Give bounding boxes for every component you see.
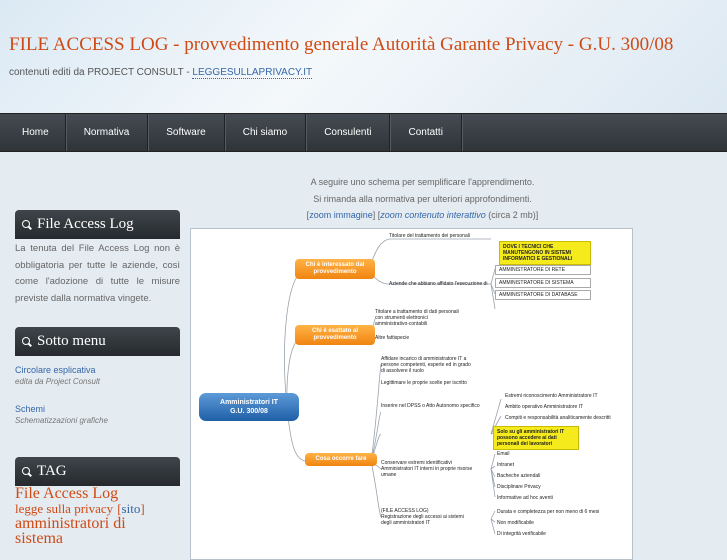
b2-titolare: Titolare a trattamento di dati personali con strumenti elettronici amministrativo-contabili — [375, 309, 459, 327]
b3-durata: Durata e completezza per non meno di 6 mesi — [497, 509, 600, 515]
site-header — [0, 0, 727, 113]
tag-file-access-log[interactable]: File Access Log — [15, 485, 119, 502]
mindmap-central-node[interactable] — [199, 393, 299, 421]
b1-aziende: Aziende che abbiano affidato l'esecuzione di — [389, 281, 488, 287]
b3-estremi: Estremi riconoscimento Amministratore IT — [505, 393, 598, 399]
b2-altre: Altre fattispecie — [375, 335, 410, 341]
zoom-size-note: (circa 2 mb)] — [485, 210, 539, 220]
branch-esattato[interactable]: Chi è esattato al provvedimento — [295, 325, 375, 345]
submenu-link-schemi[interactable]: Schemi — [15, 404, 46, 414]
zoom-interactive-link[interactable]: zoom contenuto interattivo — [380, 210, 486, 220]
nav-home[interactable]: Home — [0, 114, 66, 151]
nav-consulenti[interactable]: Consulenti — [306, 114, 390, 151]
b3-conservare: Conservare estremi identificativi Amministratori IT interni in proprie risorse umane — [381, 460, 473, 478]
tagline-link[interactable]: LEGGESULLAPRIVACY.IT — [192, 67, 313, 78]
tagline — [9, 67, 312, 78]
tag-sito-link[interactable]: sito — [121, 501, 141, 516]
tag-cloud — [15, 486, 185, 546]
submenu-widget-title — [15, 327, 180, 356]
tag-bracket-close: ] — [140, 501, 145, 516]
about-widget-title — [15, 210, 180, 239]
tag-bracket-open: [ — [117, 501, 122, 516]
connector-b1-right — [491, 269, 495, 309]
nav-chi-siamo[interactable]: Chi siamo — [225, 114, 306, 151]
branch-interessato[interactable]: Chi è interessato dal provvedimento — [295, 259, 375, 279]
b1-admin-sistema: AMMINISTRATORE DI SISTEMA — [495, 278, 591, 288]
tagline-prefix: contenuti editi da PROJECT CONSULT - — [9, 67, 193, 78]
submenu-desc-schemi: Schematizzazioni grafiche — [15, 416, 108, 425]
connector-b3d — [491, 454, 495, 497]
b3-non-modificabile: Non modificabile — [497, 520, 534, 526]
about-title-text: File Access Log — [37, 216, 134, 232]
magnifier-icon — [22, 337, 30, 345]
b3-informative: Informative ad hoc aventi — [497, 495, 553, 501]
magnifier-icon — [22, 467, 30, 475]
content-intro — [200, 174, 645, 224]
b3-inserire: Inserire nel DPSS o Atto Autonomo specifico — [381, 403, 480, 409]
zoom-bracket-open: [ — [306, 210, 310, 220]
tag-widget-title — [15, 457, 180, 486]
b3-email: Email — [497, 451, 510, 457]
zoom-image-link[interactable]: zoom immagine — [309, 210, 373, 220]
connector-b3e — [491, 511, 495, 534]
b3-yellow-note: Solo su gli amministratori IT possono accedere ai dati personali dei lavoratori — [493, 426, 579, 450]
b3-bacheche: Bacheche aziendali — [497, 473, 541, 479]
tag-legge-privacy[interactable]: legge sulla privacy — [15, 501, 114, 516]
b1-titolare: Titolare del trattamento dei personali — [389, 233, 470, 239]
b3-intranet: Intranet — [497, 462, 514, 468]
zoom-separator: ] [ — [372, 210, 381, 220]
mindmap-diagram[interactable] — [190, 228, 633, 560]
tag-amministratori[interactable]: amministratori di — [15, 515, 126, 532]
submenu-link-circolare[interactable]: Circolare esplicativa — [15, 365, 96, 375]
intro-line-2: Si rimanda alla normativa per ulteriori approfondimenti. — [313, 193, 532, 204]
central-line1: Amministratori IT — [220, 399, 278, 406]
intro-line-1: A seguire uno schema per semplificare l'apprendimento. — [310, 177, 535, 187]
b1-admin-rete: AMMINISTRATORE DI RETE — [495, 265, 591, 275]
zoom-links — [200, 207, 645, 224]
b1-admin-database: AMMINISTRATORE DI DATABASE — [495, 290, 591, 300]
submenu-title-text: Sotto menu — [37, 333, 106, 349]
b3-disciplinare: Disciplinare Privacy — [497, 484, 541, 490]
nav-contatti[interactable]: Contatti — [390, 114, 461, 151]
tag-sistema[interactable]: sistema — [15, 530, 63, 547]
b3-compiti: Compiti e responsabilità analiticamente descritti — [505, 415, 611, 421]
about-text: La tenuta del File Access Log non è obbligatoria per tutte le aziende, così come l'adozione di tutte le misure previste dalla normativa vingete. — [15, 243, 180, 304]
magnifier-icon — [22, 220, 30, 228]
b1-yellow-note: DOVE I TECNICI CHE MANUTENGONO IN SISTEMI INFORMATICI E GESTIONALI — [499, 241, 591, 265]
b3-ambito: Ambito operativo Amministratore IT — [505, 404, 584, 410]
b3-legittimare: Legittimare le proprie scelte per iscritto — [381, 380, 467, 386]
nav-normativa[interactable]: Normativa — [66, 114, 149, 151]
branch-cosa-fare[interactable]: Cosa occorre fare — [305, 453, 377, 466]
b3-file-access-log: (FILE ACCESS LOG) Registrazione degli accessi ai sistemi degli amministratori IT — [381, 508, 464, 526]
b3-affidare: Affidare incarico di amministratore IT a persone competenti, esperte ed in grado di assolvere il ruolo — [381, 356, 471, 374]
tag-title-text: TAG — [37, 463, 67, 479]
connector-b1-top — [371, 239, 491, 264]
central-line2: G.U. 300/08 — [230, 408, 268, 415]
b3-integrita: Di integrità verificabile — [497, 531, 546, 537]
connector-b3 — [371, 364, 381, 517]
site-title[interactable]: FILE ACCESS LOG - provvedimento generale Autorità Garante Privacy - G.U. 300/08 — [9, 34, 674, 55]
main-navigation — [0, 113, 727, 152]
nav-software[interactable]: Software — [148, 114, 224, 151]
submenu-desc-circolare: edita da Project Consult — [15, 377, 100, 386]
